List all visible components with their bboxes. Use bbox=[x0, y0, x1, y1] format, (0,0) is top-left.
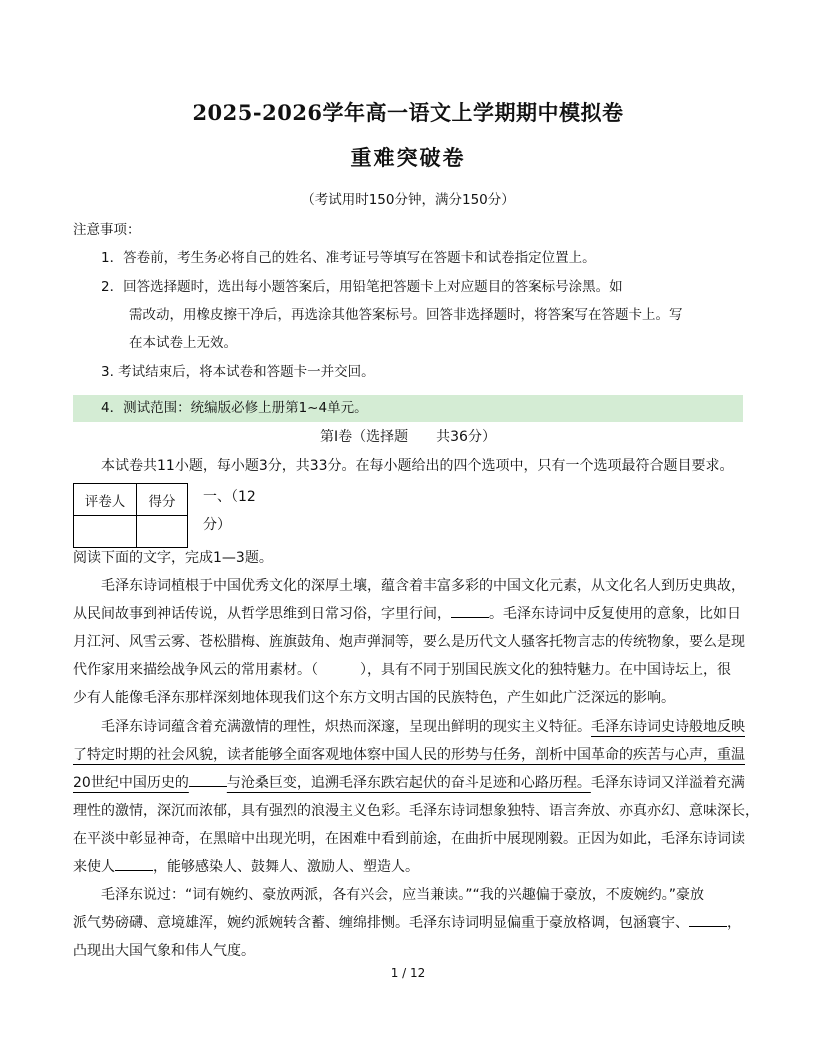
passage-line: 在平淡中彰显神奇，在黑暗中出现光明，在困难中看到前途，在曲折中展现刚毅。正因为如此，毛泽东诗词读 bbox=[73, 831, 745, 847]
passage-line: 月江河、风雪云雾、苍松腊梅、旌旗鼓角、炮声弹洞等，要么是历代文人骚客托物言志的传统物象，要么是现 bbox=[73, 634, 745, 650]
page-number: 1 / 12 bbox=[390, 966, 426, 980]
part-1-title: 第Ⅰ卷（选择题 共36分） bbox=[320, 429, 496, 445]
grader-cell bbox=[74, 516, 137, 548]
passage-line: 毛泽东说过：“词有婉约、豪放两派，各有兴会，应当兼读。”“我的兴趣偏于豪放，不废婉约。”豪放 bbox=[101, 887, 705, 903]
page-subtitle: 重难突破卷 bbox=[350, 145, 466, 170]
passage-line: 派气势磅礴、意境雄浑，婉约派婉转含蓄、缠绵排恻。毛泽东诗词明显偏重于豪放格调，包涵寰宇、 ， bbox=[73, 915, 741, 931]
section-1-label-line-2: 分） bbox=[203, 517, 231, 533]
passage-line: 理性的激情，深沉而浓郁，具有强烈的浪漫主义色彩。毛泽东诗词想象独特、语言奔放、亦真亦幻、意味深长， bbox=[73, 803, 759, 819]
blank-line bbox=[189, 774, 227, 787]
passage-line: 凸现出大国气象和伟人气度。 bbox=[73, 943, 255, 959]
passage-line: 毛泽东诗词蕴含着充满激情的理性，炽热而深邃，呈现出鲜明的现实主义特征。毛泽东诗词史诗般地反映 bbox=[101, 719, 745, 735]
passage-line: 来使人 ，能够感染人、鼓舞人、激励人、塑造人。 bbox=[73, 859, 419, 875]
notes-item-1: 1．答卷前，考生务必将自己的姓名、准考证号等填写在答题卡和试卷指定位置上。 bbox=[101, 250, 596, 266]
blank-line bbox=[451, 605, 489, 618]
blank-line bbox=[115, 858, 153, 871]
section-1-instruction: 阅读下面的文字，完成1—3题。 bbox=[73, 550, 273, 566]
part-1-intro: 本试卷共11小题，每小题3分，共33分。在每小题给出的四个选项中，只有一个选项最符合题目要求。 bbox=[101, 458, 734, 474]
passage-line: 从民间故事到神话传说，从哲学思维到日常习俗，字里行间， 。毛泽东诗词中反复使用的意象，比如日 bbox=[73, 606, 741, 622]
notes-item-2-line-2: 需改动，用橡皮擦干净后，再选涂其他答案标号。回答非选择题时，将答案写在答题卡上。写 bbox=[129, 307, 683, 323]
grader-table bbox=[73, 483, 188, 548]
section-1-label-line-1: 一、（12 bbox=[203, 489, 256, 505]
notes-item-2-line-3: 在本试卷上无效。 bbox=[129, 335, 237, 351]
notes-item-2-line-1: 2．回答选择题时，选出每小题答案后，用铅笔把答题卡上对应题目的答案标号涂黑。如 bbox=[101, 279, 623, 295]
passage-line: 20世纪中国历史的 与沧桑巨变，追溯毛泽东跌宕起伏的奋斗足迹和心路历程。毛泽东诗词又洋溢着充满 bbox=[73, 775, 745, 791]
test-scope-banner: 4．测试范围：统编版必修上册第1~4单元。 bbox=[73, 395, 743, 422]
grader-header: 评卷人 bbox=[74, 484, 137, 516]
passage-line: 少有人能像毛泽东那样深刻地体现我们这个东方文明古国的民族特色，产生如此广泛深远的影响。 bbox=[73, 690, 675, 706]
page-title: 2025-2026学年高一语文上学期期中模拟卷 bbox=[192, 100, 624, 125]
score-header: 得分 bbox=[137, 484, 188, 516]
notes-heading: 注意事项： bbox=[73, 222, 141, 238]
blank-line bbox=[689, 914, 727, 927]
underlined-sentence: 了特定时期的社会风貌，读者能够全面客观地体察中国人民的形势与任务，剖析中国革命的疾苦与心声，重温 bbox=[73, 747, 745, 763]
passage-line: 毛泽东诗词植根于中国优秀文化的深厚土壤，蕴含着丰富多彩的中国文化元素，从文化名人到历史典故， bbox=[101, 578, 745, 594]
notes-item-3: 3. 考试结束后，将本试卷和答题卡一并交回。 bbox=[101, 364, 375, 380]
exam-info: （考试用时150分钟，满分150分） bbox=[301, 192, 515, 208]
score-cell bbox=[137, 516, 188, 548]
passage-line: 代作家用来描绘战争风云的常用素材。（ ），具有不同于别国民族文化的独特魅力。在中国诗坛上，很 bbox=[73, 662, 731, 678]
underlined-sentence: 毛泽东诗词史诗般地反映 bbox=[591, 719, 745, 735]
